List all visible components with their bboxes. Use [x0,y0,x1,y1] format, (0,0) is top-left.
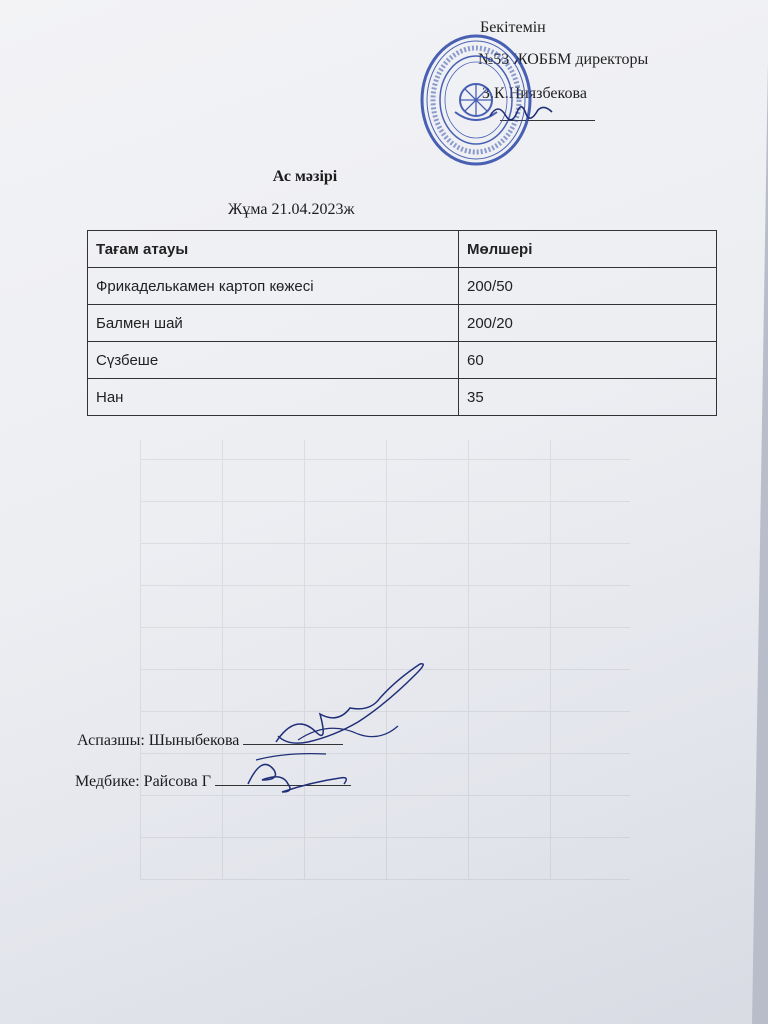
table-row [88,379,717,416]
dish-name: Нан [88,379,459,416]
director-signature [480,96,560,130]
header-amount: Мөлшері [459,231,717,268]
dish-name: Балмен шай [88,305,459,342]
dish-name: Сүзбеше [88,342,459,379]
dish-name: Фрикаделькамен картоп көжесі [88,268,459,305]
dish-amount: 200/50 [459,268,717,305]
cook-label: Аспазшы: Шыныбекова [77,732,240,749]
medic-signature [240,748,350,794]
dish-amount: 60 [459,342,717,379]
menu-table [87,230,717,416]
approval-line-3: З.К.Ниязбекова [482,85,587,102]
table-row [88,342,717,379]
menu-date: Жұма 21.04.2023ж [228,201,355,218]
menu-title: Ас мәзірі [272,168,338,185]
table-header-row [88,231,717,268]
cook-signature [268,660,438,760]
approval-line-2: №53 ЖОББМ директоры [478,51,649,68]
dish-amount: 200/20 [459,305,717,342]
medic-label: Медбике: Райсова Г [75,773,212,790]
header-dish-name: Тағам атауы [88,231,459,268]
table-row [88,305,717,342]
dish-amount: 35 [459,379,717,416]
approval-line-1: Бекітемін [480,19,546,36]
table-row [88,268,717,305]
